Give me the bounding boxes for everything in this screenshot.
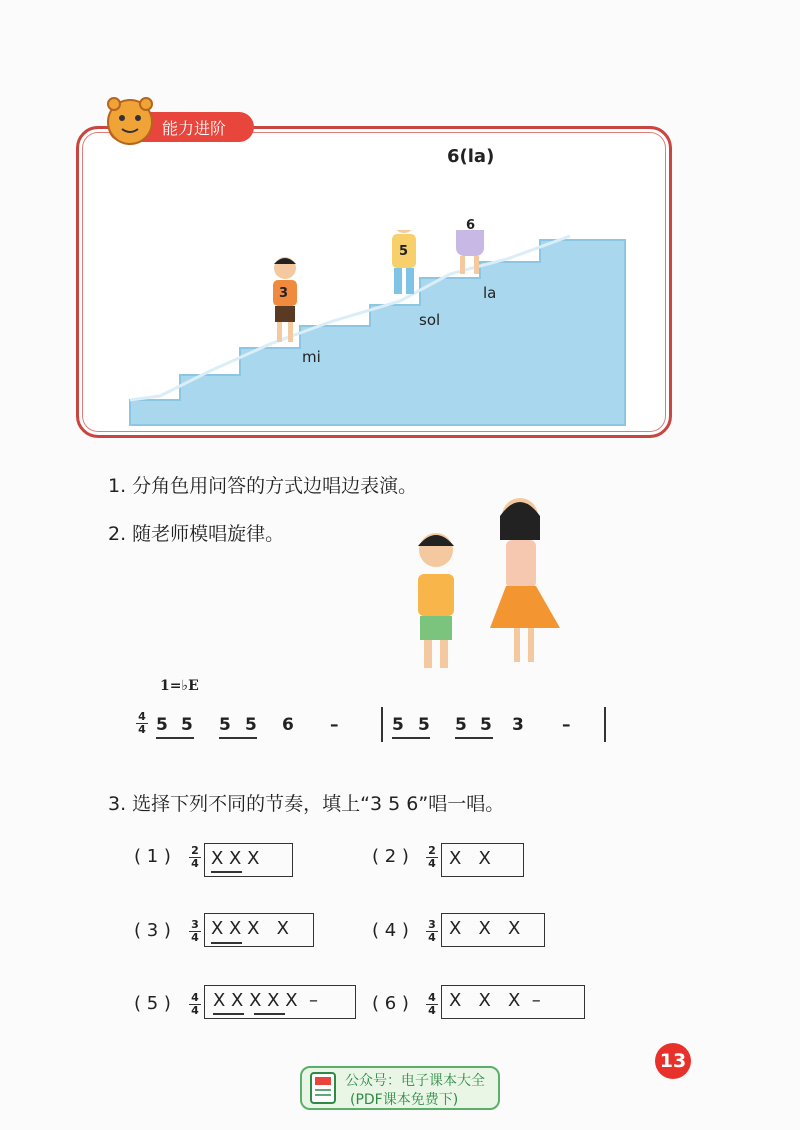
melody-time-signature: 4 4 xyxy=(136,712,148,735)
option-label: ( 5 ) xyxy=(134,993,171,1014)
rhythm: X X X – xyxy=(449,990,541,1011)
note: 5 xyxy=(480,715,492,735)
bar-line xyxy=(604,707,606,742)
task-2: 2. 随老师模唱旋律。 xyxy=(108,523,285,545)
option-label: ( 6 ) xyxy=(372,993,409,1014)
rhythm: X X X X xyxy=(211,918,289,939)
page-number: 13 xyxy=(655,1043,691,1079)
task-3: 3. 选择下列不同的节奏，填上“3 5 6”唱一唱。 xyxy=(108,793,505,815)
tiger-mascot-icon xyxy=(104,96,156,148)
note: 5 xyxy=(418,715,430,735)
staircase-illustration xyxy=(120,230,640,430)
dash: – xyxy=(562,715,571,735)
shirt-number-6: 6 xyxy=(466,218,476,233)
time-signature: 2 4 xyxy=(426,846,438,869)
teacher-and-boy-illustration xyxy=(380,490,580,680)
rhythm: X X X xyxy=(211,848,260,869)
rhythm: X X X X X – xyxy=(213,990,318,1011)
key-signature: 1=♭E xyxy=(160,678,199,694)
time-signature: 4 4 xyxy=(189,993,201,1016)
note: 5 xyxy=(392,715,404,735)
book-icon xyxy=(309,1071,337,1105)
shirt-number-5: 5 xyxy=(399,244,409,259)
option-label: ( 4 ) xyxy=(372,920,409,941)
shirt-number-3: 3 xyxy=(279,286,289,301)
note: 5 xyxy=(156,715,168,735)
note: 5 xyxy=(219,715,231,735)
section-badge-label: 能力进阶 xyxy=(162,119,227,138)
note: 5 xyxy=(455,715,467,735)
dash: – xyxy=(330,715,339,735)
kid-sol xyxy=(392,230,416,294)
step-label-la: la xyxy=(483,284,497,302)
time-signature: 3 4 xyxy=(189,920,201,943)
underline xyxy=(254,1013,285,1015)
underline xyxy=(213,1013,244,1015)
underline xyxy=(392,737,430,739)
step-label-sol: sol xyxy=(419,311,441,329)
option-label: ( 2 ) xyxy=(372,846,409,867)
note: 3 xyxy=(512,715,524,735)
task-1: 1. 分角色用问答的方式边唱边表演。 xyxy=(108,475,418,497)
underline xyxy=(211,942,242,944)
footer-line-2: (PDF课本免费下) xyxy=(350,1092,459,1108)
step-label-mi: mi xyxy=(302,348,321,366)
underline xyxy=(219,737,257,739)
option-label: ( 3 ) xyxy=(134,920,171,941)
stairs-title: 6(la) xyxy=(447,146,495,167)
note: 5 xyxy=(245,715,257,735)
time-signature: 2 4 xyxy=(189,846,201,869)
rhythm: X X xyxy=(449,848,491,869)
note: 6 xyxy=(282,715,294,735)
time-signature: 3 4 xyxy=(426,920,438,943)
bar-line xyxy=(381,707,383,742)
note: 5 xyxy=(181,715,193,735)
footer-line-1: 公众号：电子课本大全 xyxy=(345,1073,485,1089)
underline xyxy=(211,871,242,873)
underline xyxy=(156,737,194,739)
time-signature: 4 4 xyxy=(426,993,438,1016)
option-label: ( 1 ) xyxy=(134,846,171,867)
underline xyxy=(455,737,493,739)
rhythm: X X X xyxy=(449,918,521,939)
